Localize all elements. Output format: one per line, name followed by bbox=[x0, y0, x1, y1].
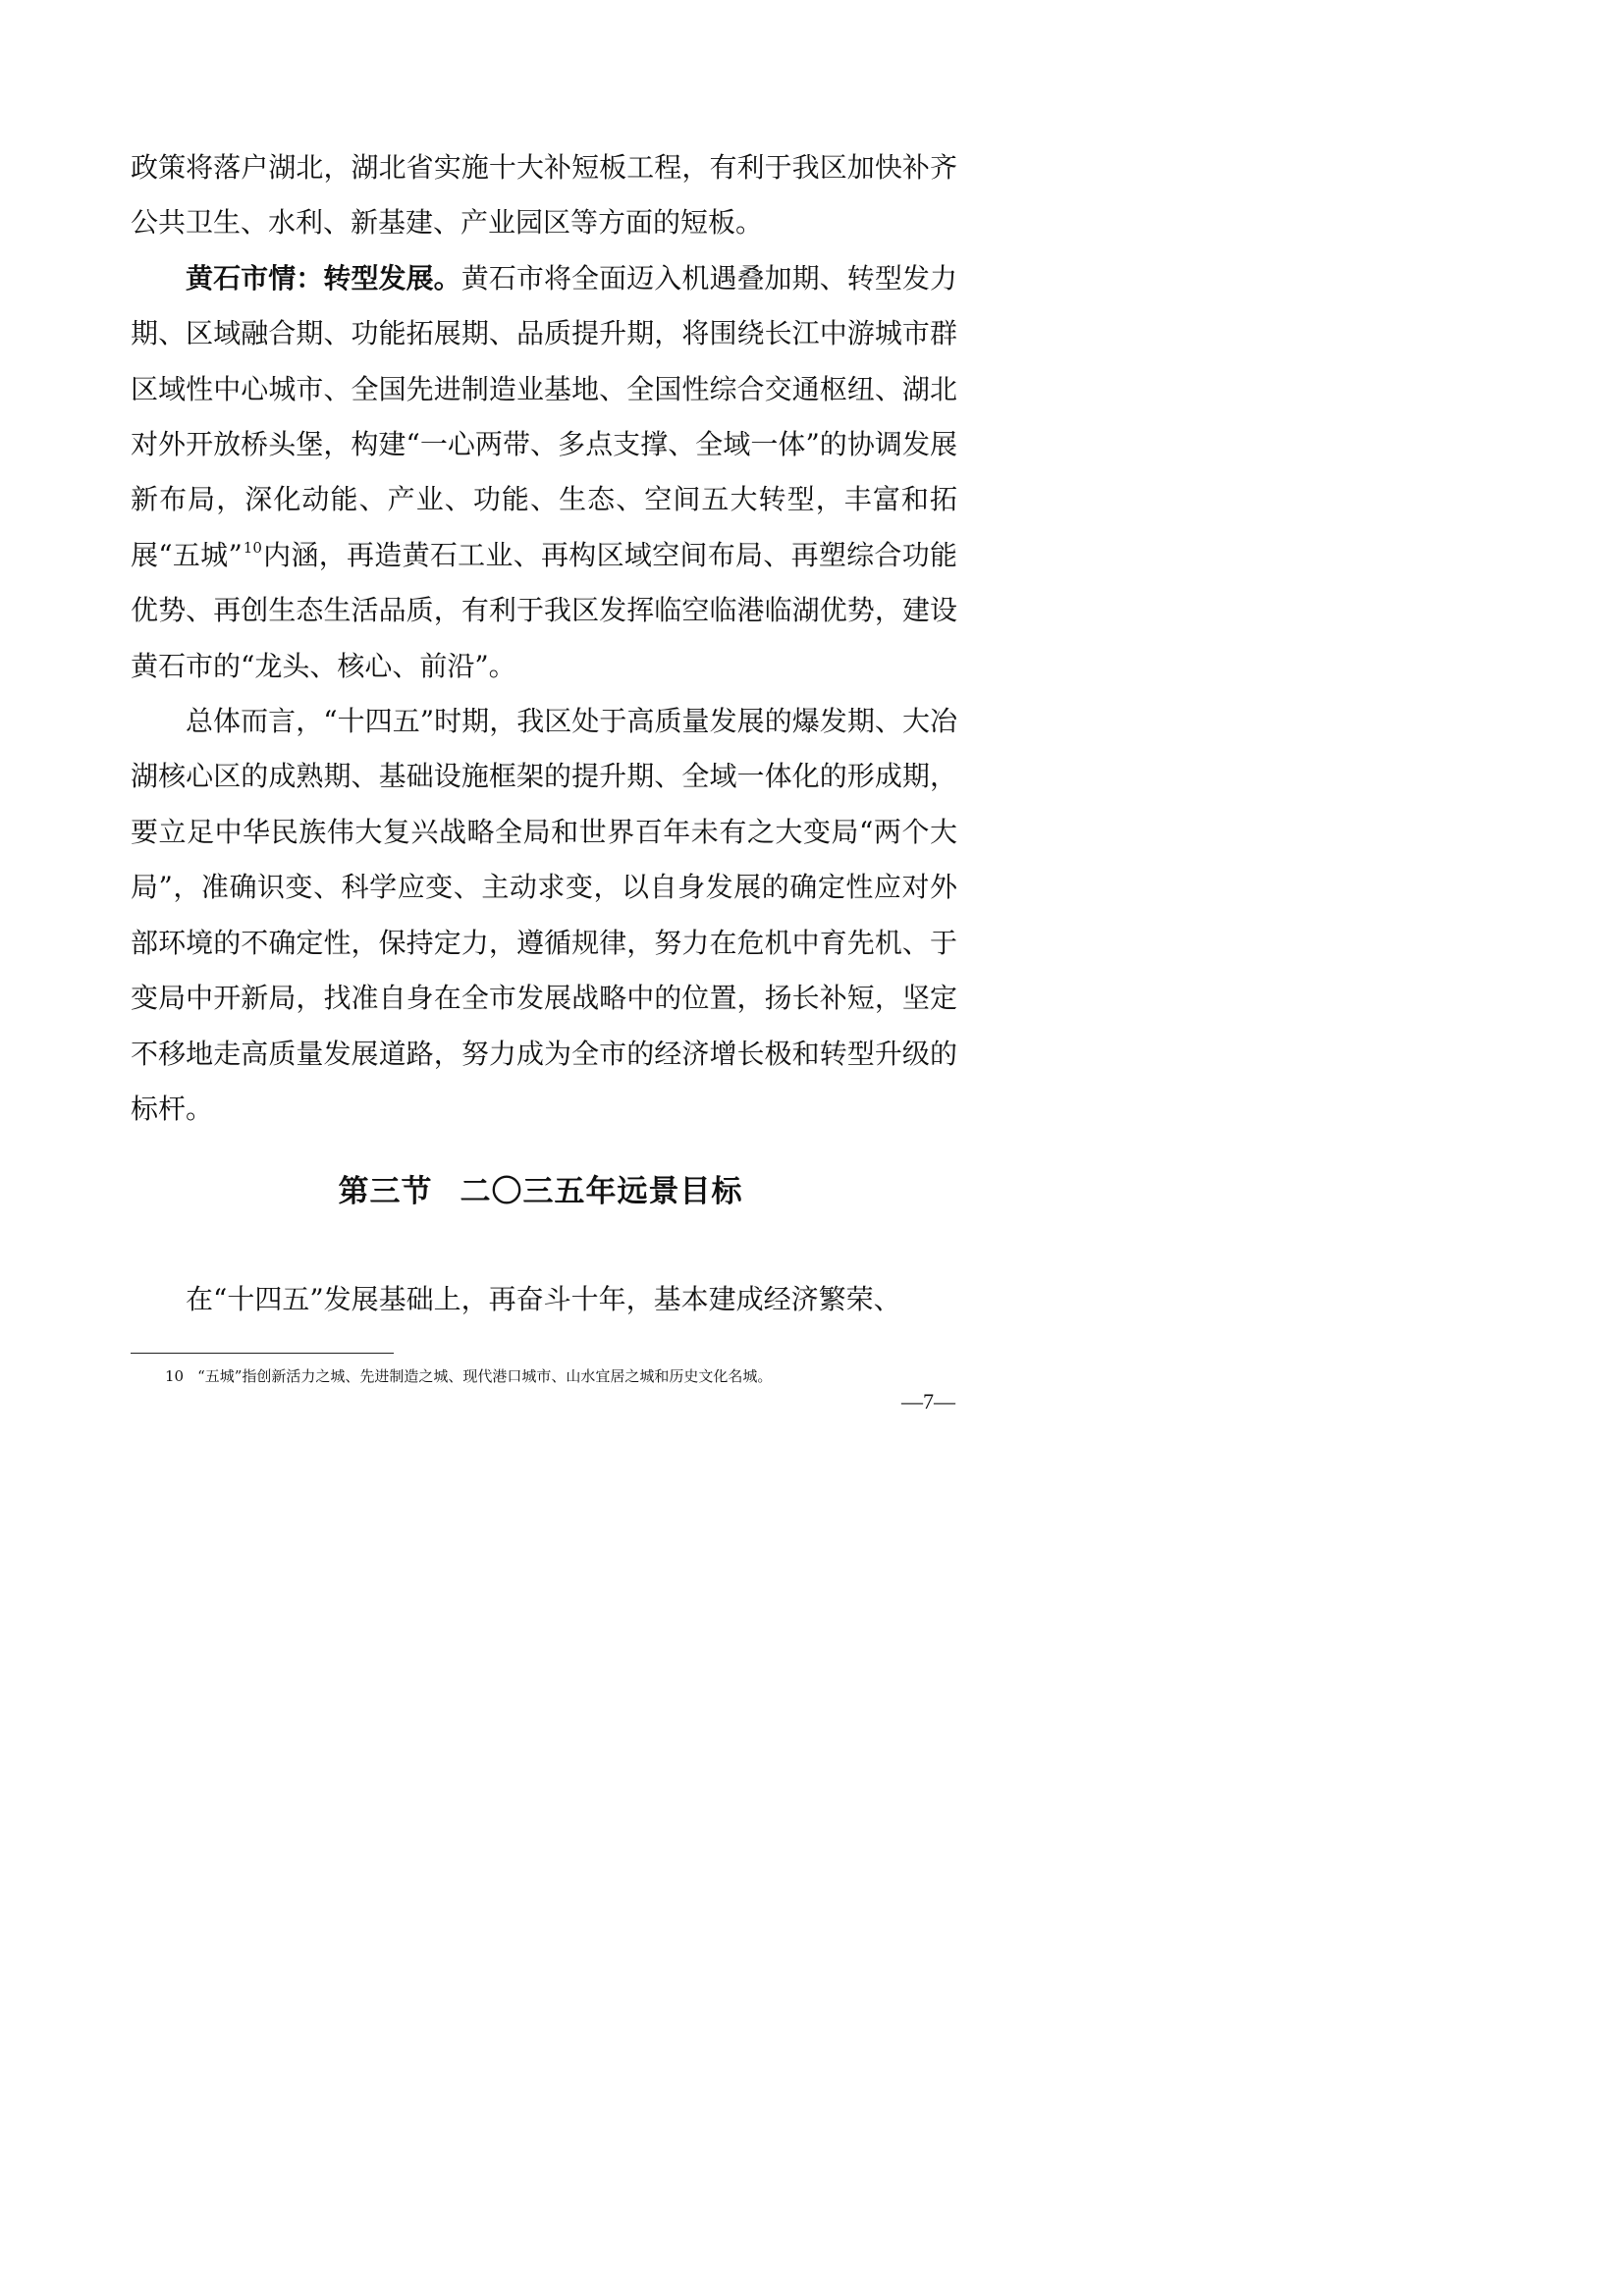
body-text bbox=[131, 140, 957, 1137]
paragraph-continued bbox=[131, 140, 957, 251]
paragraph-text: 内涵，再造黄石工业、再构区域空间布局、再塑综合功能优势、再创生态生活品质，有利于我区发挥临空临港临湖优势，建设黄石市的“龙头、核心、前沿”。 bbox=[131, 538, 957, 682]
section-number: 第三节 bbox=[338, 1174, 433, 1209]
paragraph-text: 总体而言，“十四五”时期，我区处于高质量发展的爆发期、大冶湖核心区的成熟期、基础设施框架的提升期、全域一体化的形成期，要立足中华民族伟大复兴战略全局和世界百年未有之大变局“两个大局”，准确识变、科学应变、主动求变，以自身发展的确定性应对外部环境的不确定性，保持定力，遵循规律，努力在危机中育先机、于变局中开新局，找准自身在全市发展战略中的位置，扬长补短，坚定不移地走高质量发展道路，努力成为全市的经济增长极和转型升级的标杆。 bbox=[131, 705, 957, 1125]
paragraph-text: 在“十四五”发展基础上，再奋斗十年，基本建成经济繁荣、 bbox=[186, 1283, 901, 1315]
footnote-text: “五城”指创新活力之城、先进制造之城、现代港口城市、山水宜居之城和历史文化名城。 bbox=[197, 1367, 773, 1385]
footnote-reference: 10 bbox=[243, 538, 262, 557]
body-text-after-heading bbox=[131, 1272, 957, 1327]
footnote-number: 10 bbox=[165, 1367, 185, 1385]
paragraph-2035-goals bbox=[131, 1272, 957, 1327]
paragraph-huangshi-transformation bbox=[131, 251, 957, 694]
footnote-separator bbox=[131, 1353, 394, 1354]
page-number: —7— bbox=[901, 1389, 955, 1414]
paragraph-text: 政策将落户湖北，湖北省实施十大补短板工程，有利于我区加快补齐公共卫生、水利、新基建、产业园区等方面的短板。 bbox=[131, 151, 957, 240]
section-title: 二〇三五年远景目标 bbox=[460, 1174, 743, 1209]
document-page bbox=[0, 0, 1081, 1529]
section-heading bbox=[0, 1166, 1081, 1210]
paragraph-text: 黄石市将全面迈入机遇叠加期、转型发力期、区域融合期、功能拓展期、品质提升期，将围绕长江中游城市群区域性中心城市、全国先进制造业基地、全国性综合交通枢纽、湖北对外开放桥头堡，构建“一心两带、多点支撑、全域一体”的协调发展新布局，深化动能、产业、功能、生态、空间五大转型，丰富和拓展“五城” bbox=[131, 261, 957, 571]
paragraph-overall bbox=[131, 694, 957, 1137]
footnote bbox=[165, 1365, 950, 1387]
paragraph-lead-heading: 黄石市情：转型发展。 bbox=[186, 261, 461, 294]
